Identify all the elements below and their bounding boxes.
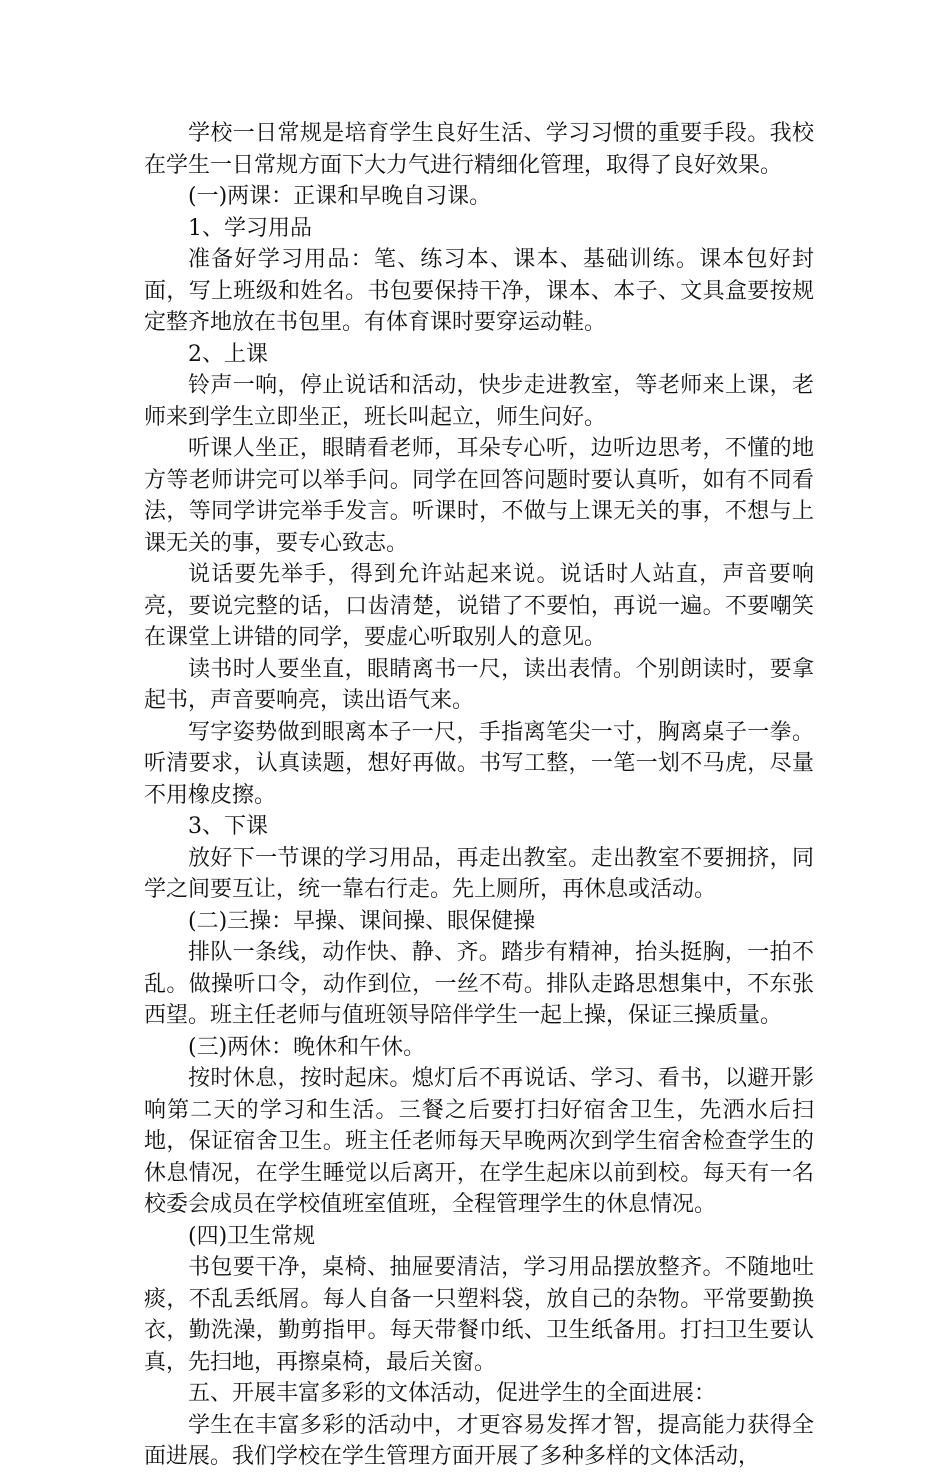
paragraph-bell: 铃声一响，停止说话和活动，快步走进教室，等老师来上课，老师来到学生立即坐正，班长叫起立，师生问好。 (144, 373, 814, 430)
paragraph-activities: 学生在丰富多彩的活动中，才更容易发挥才智，提高能力获得全面进展。我们学校在学生管理方面开展了多种多样的文体活动， (144, 1412, 814, 1469)
paragraph-reading: 读书时人要坐直，眼睛离书一尺，读出表情。个别朗读时，要拿起书，声音要响亮，读出语气来。 (144, 656, 814, 713)
paragraph-speaking: 说话要先举手，得到允许站起来说。说话时人站直，声音要响亮，要说完整的话，口齿清楚，说错了不要怕，再说一遍。不要嘲笑在课堂上讲错的同学，要虚心听取别人的意见。 (144, 562, 814, 650)
section-heading-two-classes: (一)两课：正课和早晚自习课。 (188, 184, 492, 209)
subheading-in-class: 2、上课 (188, 341, 268, 367)
section-heading-hygiene: (四)卫生常规 (188, 1223, 316, 1249)
paragraph-hygiene: 书包要干净，桌椅、抽屉要清洁，学习用品摆放整齐。不随地吐痰，不乱丢纸屑。每人自备一只塑料袋，放自己的杂物。平常要勤换衣，勤洗澡，勤剪指甲。每天带餐巾纸、卫生纸备用。打扫卫生要认真，先扫地，再擦桌椅，最后关窗。 (144, 1255, 814, 1375)
intro-paragraph: 学校一日常规是培育学生良好生活、学习习惯的重要手段。我校在学生一日常规方面下大力气进行精细化管理，取得了良好效果。 (144, 121, 814, 178)
subheading-after-class: 3、下课 (188, 814, 268, 839)
subheading-study-supplies: 1、学习用品 (188, 215, 312, 241)
paragraph-writing: 写字姿势做到眼离本子一尺，手指离笔尖一寸，胸离桌子一拳。听清要求，认真读题，想好再做。书写工整，一笔一划不马虎，尽量不用橡皮擦。 (144, 719, 814, 808)
paragraph-study-supplies: 准备好学习用品：笔、练习本、课本、基础训练。课本包好封面，写上班级和姓名。书包要保持干净，课本、本子、文具盒要按规定整齐地放在书包里。有体育课时要穿运动鞋。 (144, 247, 814, 335)
section-heading-two-rests: (三)两休：晚休和午休。 (188, 1034, 426, 1060)
section-heading-three-exercises: (二)三操：早操、课间操、眼保健操 (188, 908, 536, 934)
paragraph-exercises: 排队一条线，动作快、静、齐。踏步有精神，抬头挺胸，一拍不乱。做操听口令，动作到位，一丝不苟。排队走路思想集中，不东张西望。班主任老师与值班领导陪伴学生一起上操，保证三操质量。 (144, 940, 814, 1028)
paragraph-rests: 按时休息，按时起床。熄灯后不再说话、学习、看书，以避开影响第二天的学习和生活。三餐之后要打扫好宿舍卫生，先洒水后扫地，保证宿舍卫生。班主任老师每天早晚两次到学生宿舍检查学生的休息情况，在学生睡觉以后离开，在学生起床以前到校。每天有一名校委会成员在学校值班室值班，全程管理学生的休息情况。 (144, 1066, 814, 1217)
paragraph-after-class: 放好下一节课的学习用品，再走出教室。走出教室不要拥挤，同学之间要互让，统一靠右行走。先上厕所，再休息或活动。 (144, 845, 814, 902)
section-heading-activities: 五、开展丰富多彩的文体活动，促进学生的全面进展： (188, 1381, 717, 1406)
document-body (144, 118, 814, 1473)
paragraph-listening: 听课人坐正，眼睛看老师，耳朵专心听，边听边思考，不懂的地方等老师讲完可以举手问。同学在回答问题时要认真听，如有不同看法，等同学讲完举手发言。听课时，不做与上课无关的事，不想与上课无关的事，要专心致志。 (144, 436, 814, 556)
